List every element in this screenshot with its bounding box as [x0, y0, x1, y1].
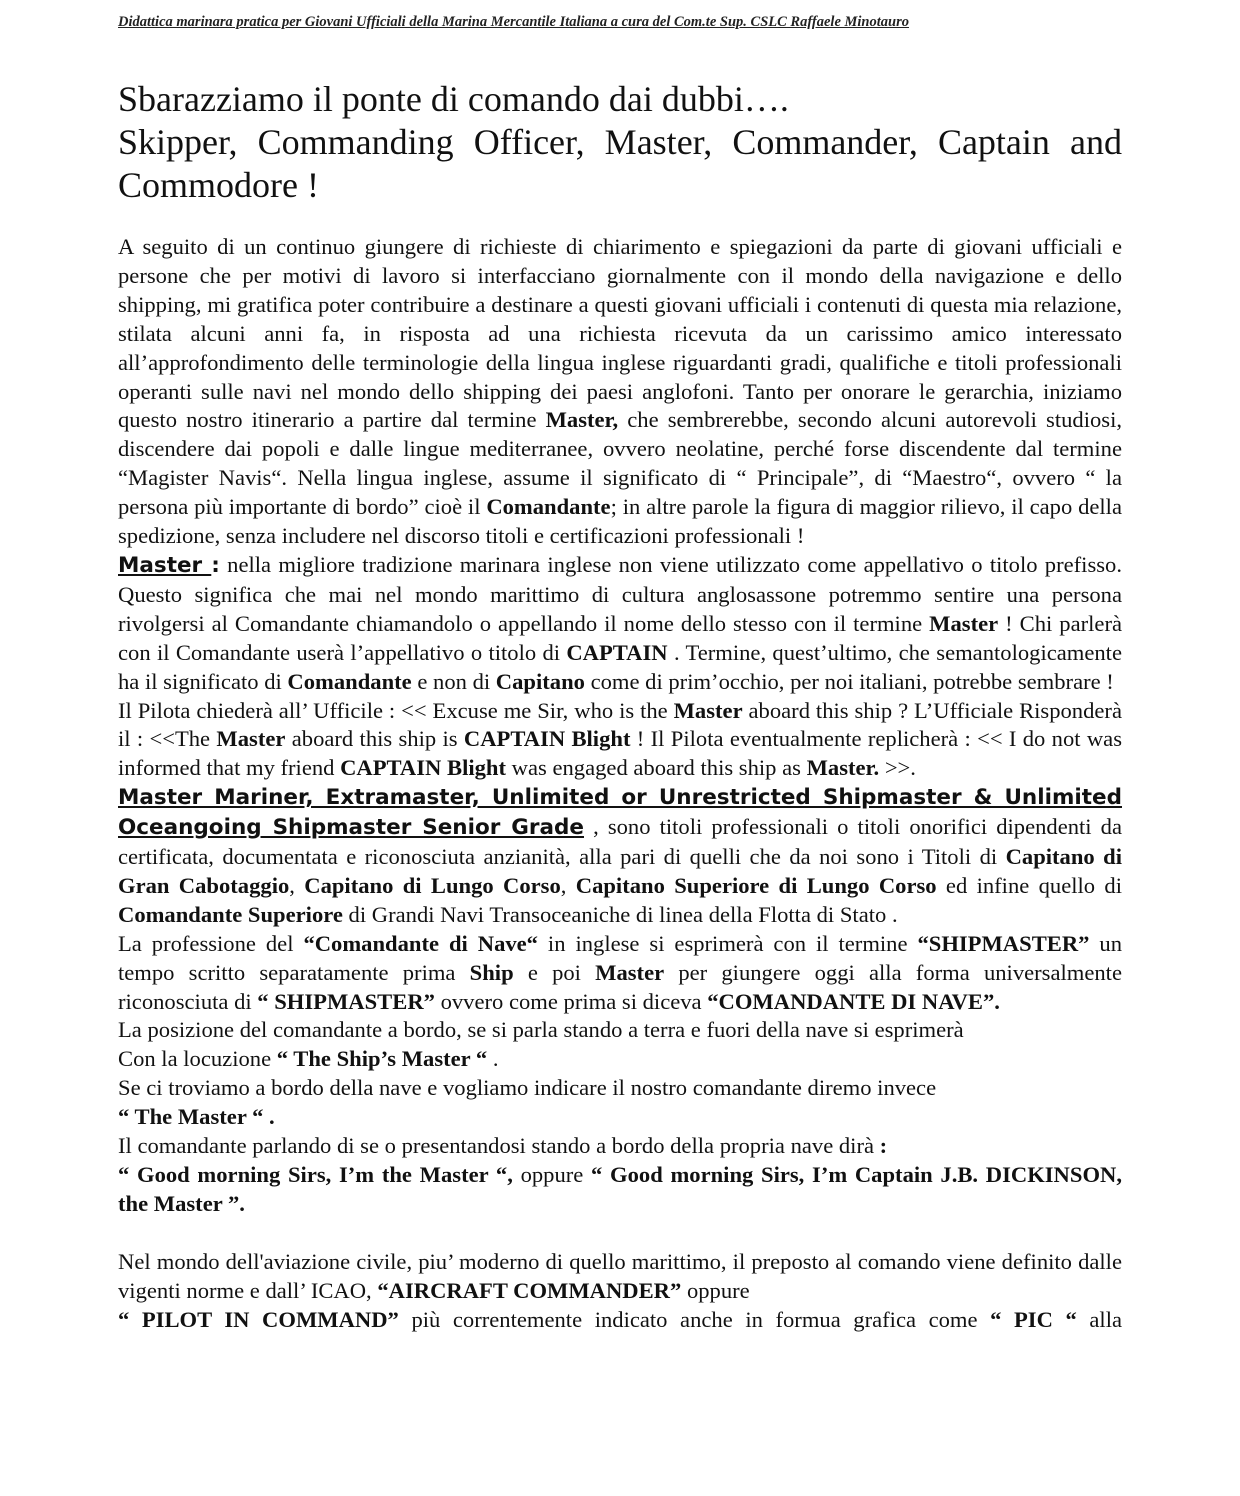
- text: aboard this ship ? L’Ufficiale Risponderà il : <<The: [118, 697, 1122, 752]
- text: Il comandante parlando di se o presentandosi stando a bordo della propria nave dirà: [118, 1133, 880, 1159]
- bold-term: Master: [216, 726, 286, 752]
- bold-term: “ The Master “ .: [118, 1104, 275, 1130]
- bold-term: Master,: [545, 407, 619, 433]
- bold-term: Master: [595, 959, 665, 985]
- bold-term: CAPTAIN Blight: [463, 726, 631, 752]
- bold-term: Comandante: [287, 668, 412, 694]
- paragraph-pilot-dialogue: [118, 697, 1122, 784]
- paragraph-greeting: [118, 1161, 1122, 1219]
- text: di Grandi Navi Transoceaniche di linea della Flotta di Stato .: [342, 901, 898, 927]
- paragraph-pic: [118, 1306, 1122, 1335]
- bold-term: “ The Ship’s Master “: [276, 1046, 488, 1072]
- bold-term: “SHIPMASTER”: [917, 930, 1090, 956]
- paragraph-shipmaster: [118, 930, 1122, 1017]
- section-heading-master-mariner: Master Mariner, Extramaster, Unlimited or Unrestricted Shipmaster & Unlimited Oceangoing Shipmaster Senior Grade: [118, 785, 1122, 841]
- paragraph-aboard: Se ci troviamo a bordo della nave e vogliamo indicare il nostro comandante diremo invece: [118, 1075, 937, 1101]
- bold-term: Capitano Superiore di Lungo Corso: [575, 872, 937, 898]
- text: più correntemente indicato anche in formua grafica come: [398, 1306, 991, 1332]
- paragraph-position: La posizione del comandante a bordo, se si parla stando a terra e fuori della nave si esprimerà: [118, 1017, 964, 1043]
- bold-term: “Comandante di Nave“: [303, 930, 538, 956]
- bold-term: “ Good morning Sirs, I’m the Master “,: [118, 1162, 513, 1187]
- text: oppure: [681, 1277, 750, 1303]
- section-heading-master: Master: [118, 552, 212, 578]
- text: >>.: [879, 755, 916, 781]
- document-body: [118, 233, 1122, 1334]
- text: nella migliore tradizione marinara inglese non viene utilizzato come appellativo o titolo prefisso. Questo significa che mai nel mondo marittimo di cultura anglosassone potremmo sentire una persona rivolgersi al Comandante chiamandolo o appellando il nome dello stesso con il termine: [118, 551, 1122, 636]
- bold-term: Capitano di Gran Cabotaggio: [118, 844, 1122, 898]
- text: ! Chi parlerà con il Comandante userà l’appellativo o titolo di: [118, 610, 1122, 665]
- document-title: [118, 78, 1122, 207]
- bold-term: Capitano: [495, 668, 585, 694]
- text: per giungere oggi alla forma universalmente riconosciuta di: [118, 959, 1122, 1014]
- bold-term: Comandante Superiore: [118, 901, 343, 927]
- text: che sembrerebbe, secondo alcuni autorevoli studiosi, discendere dai popoli e dalle lingue mediterranee, ovvero neolatine, perché forse discendente dal termine “Magister Navis“. Nella lingua inglese, assume il significato di “ Principale”, di “Maestro“, ovvero “ la persona più importante di bordo” cioè il: [118, 407, 1122, 520]
- text: aboard this ship is: [285, 726, 464, 752]
- text: ! Il Pilota eventualmente replicherà : << I do not was informed that my friend: [118, 726, 1123, 781]
- text: in inglese si esprimerà con il termine: [537, 930, 918, 956]
- bold-term: “AIRCRAFT COMMANDER”: [377, 1277, 682, 1303]
- bold-term: CAPTAIN Blight: [340, 755, 507, 781]
- paragraph-locution: [118, 1045, 1122, 1074]
- paragraph-the-master: [118, 1103, 1122, 1132]
- text: ,: [289, 872, 305, 898]
- text: Il Pilota chiederà all’ Ufficile : << Excuse me Sir, who is the: [118, 697, 674, 723]
- title-line-2: Skipper, Commanding Officer, Master, Commander, Captain and: [118, 122, 1122, 162]
- bold-term: “ PIC “: [990, 1306, 1077, 1332]
- bold-term: CAPTAIN: [566, 639, 668, 665]
- title-line-1: Sbarazziamo il ponte di comando dai dubbi….: [118, 79, 789, 119]
- text: Nel mondo dell'aviazione civile, piu’ moderno di quello marittimo, il preposto al comando viene definito dalle vigenti norme e dall’ ICAO,: [118, 1248, 1122, 1303]
- bold-term: :: [879, 1133, 888, 1159]
- bold-term: Master: [929, 610, 999, 636]
- text: La professione del: [118, 930, 304, 956]
- paragraph-master: [118, 551, 1122, 697]
- text: oppure: [512, 1162, 592, 1187]
- text: A seguito di un continuo giungere di richieste di chiarimento e spiegazioni da parte di giovani ufficiali e persone che per motivi di lavoro si interfacciano giornalmente con il mondo della navigazione e dello shipping, mi gratifica poter contribuire a destinare a questi giovani ufficiali i contenuti di questa mia relazione, stilata alcuni anni fa, in risposta ad una richiesta ricevuta da un carissimo amico interessato all’approfondimento delle terminologie della lingua inglese riguardanti gradi, qualifiche e titoli professionali operanti sulle navi nel mondo dello shipping dei paesi anglofoni. Tanto per onorare le gerarchia, iniziamo questo nostro itinerario a partire dal termine: [118, 234, 1122, 433]
- text: ,: [560, 872, 576, 898]
- bold-term: “ Good morning Sirs, I’m Captain J.B. DICKINSON, the Master ”.: [118, 1162, 1122, 1216]
- text: :: [211, 552, 220, 578]
- text: un tempo scritto separatamente prima: [118, 930, 1122, 985]
- text: was engaged aboard this ship as: [506, 755, 807, 781]
- paragraph-master-mariner: [118, 783, 1122, 930]
- bold-term: “ PILOT IN COMMAND”: [118, 1306, 399, 1332]
- text: e poi: [513, 959, 596, 985]
- text: ovvero come prima si diceva: [434, 988, 708, 1014]
- bold-term: Comandante: [486, 494, 611, 520]
- paragraph-intro: [118, 233, 1122, 551]
- bold-term: “ SHIPMASTER”: [257, 988, 435, 1014]
- text: e non di: [411, 668, 496, 694]
- bold-term: Master.: [806, 755, 880, 781]
- paragraph-aviation: [118, 1248, 1122, 1306]
- text: Con la locuzione: [118, 1046, 277, 1072]
- paragraph-introduction: [118, 1132, 1122, 1161]
- bold-term: “COMANDANTE DI NAVE”.: [707, 988, 1000, 1014]
- text: come di prim’occhio, per noi italiani, potrebbe sembrare !: [584, 668, 1114, 694]
- bold-term: Capitano di Lungo Corso: [304, 872, 561, 898]
- text: . Termine, quest’ultimo, che semantologicamente ha il significato di: [118, 639, 1122, 694]
- paragraph-spacer: [118, 1219, 1122, 1248]
- text: , sono titoli professionali o titoli onorifici dipendenti da certificata, documentata e riconosciuta anzianità, alla pari di quelli che da noi sono i Titoli di: [118, 814, 1122, 870]
- running-header: Didattica marinara pratica per Giovani Ufficiali della Marina Mercantile Italiana a cura del Com.te Sup. CSLC Raffaele Minotauro: [118, 14, 909, 30]
- title-line-3: Commodore !: [118, 165, 319, 205]
- text: alla: [1076, 1306, 1123, 1332]
- text: ed infine quello di: [936, 872, 1122, 898]
- bold-term: Ship: [469, 959, 514, 985]
- text: ; in altre parole la figura di maggior rilievo, il capo della spedizione, senza includere nel discorso titoli e certificazioni professionali !: [118, 494, 1122, 549]
- text: .: [487, 1046, 499, 1072]
- bold-term: Master: [673, 697, 743, 723]
